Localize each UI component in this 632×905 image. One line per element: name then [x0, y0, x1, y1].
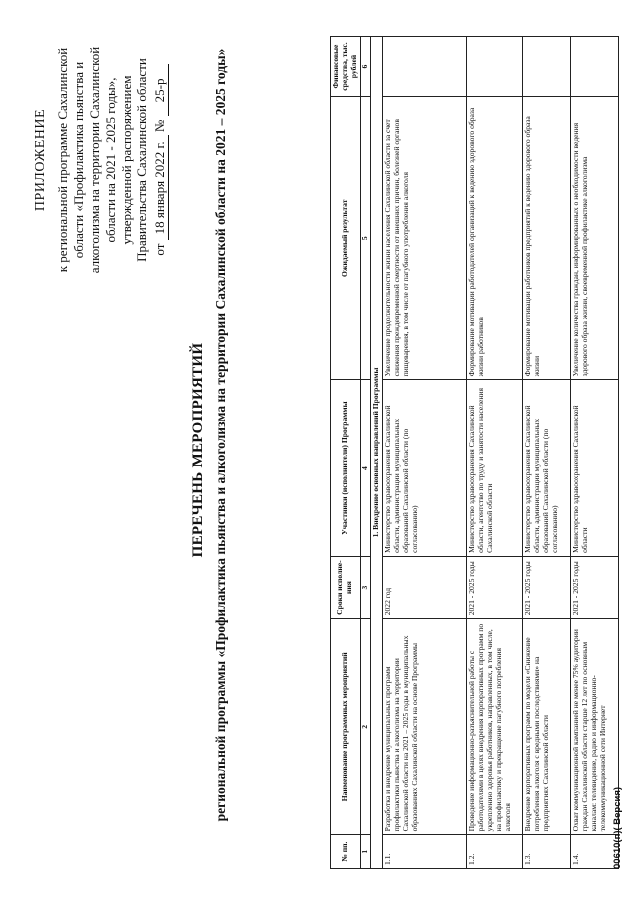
row-term: 2021 - 2025 годы: [570, 556, 618, 618]
row-term: 2021 - 2025 годы: [466, 556, 522, 618]
row-finance: [522, 37, 570, 97]
appendix-date: 18 января 2022 г.: [152, 135, 169, 240]
row-finance: [466, 37, 522, 97]
appendix-number: 25-р: [152, 64, 169, 116]
row-term: 2022 год: [382, 556, 466, 618]
appendix-date-line: [152, 40, 169, 280]
program-title: региональной программы «Профилактика пьянства и алкоголизма на территории Сахалинской области на 2021 – 2025 годы»: [213, 48, 228, 822]
document-heading: ПЕРЕЧЕНЬ МЕРОПРИЯТИЙ: [190, 342, 206, 558]
row-result: Увеличение продолжительности жизни населения Сахалинской области за счет снижения преждевременной смертности от внешних причин, болезней органов пищеварения, в том числе от пагубного употребления алкоголя: [382, 97, 466, 380]
table-row: [570, 37, 618, 869]
row-number: 1.4.: [570, 835, 618, 869]
measures-table: [330, 36, 619, 869]
appendix-text: к региональной программе Сахалинской области «Профилактика пьянства и алкоголизма на территории Сахалинской области на 2021 - 2025 годы», утвержденной распоряжением Правительства Сахалинской области: [55, 46, 150, 274]
row-participants: Министерство здравоохранения Сахалинской области, агентство по труду и занятости населения Сахалинской области: [466, 380, 522, 556]
row-finance: [570, 37, 618, 97]
col-number: 6: [360, 37, 370, 97]
row-measure-name: Проведение информационно-разъяснительной работы с работодателями в целях внедрения корпоративных программ по укреплению здоровья работников, направленных, в том числе, на профилактику и прекращение пагубного потребления алкоголя: [466, 619, 522, 835]
date-prefix: от: [152, 243, 168, 256]
appendix-block: [32, 40, 169, 280]
row-number: 1.3.: [522, 835, 570, 869]
row-result: Формирование мотивации работодателей организаций к ведению здорового образа жизни работников: [466, 97, 522, 380]
row-measure-name: Охват коммуникационной кампанией не менее 75% аудитории граждан Сахалинской области старше 12 лет по основным каналам: телевидение, радио и информационно-телекоммуникационной сети Интернет: [570, 619, 618, 835]
col-number: 2: [360, 619, 370, 835]
row-number: 1.1.: [382, 835, 466, 869]
row-measure-name: Внедрение корпоративных программ по модели «Снижение потребления алкоголя с вредными последствиями» на предприятиях Сахалинской области: [522, 619, 570, 835]
col-header-name: Наименование программных мероприятий: [331, 619, 361, 835]
col-number: 5: [360, 97, 370, 380]
col-header-result: Ожидаемый результат: [331, 97, 361, 380]
col-header-finance: Финансовые средства, тыс. рублей: [331, 37, 361, 97]
row-finance: [382, 37, 466, 97]
col-number: 4: [360, 380, 370, 556]
row-participants: Министерство здравоохранения Сахалинской области, администрации муниципальных образований Сахалинской области (по согласованию): [522, 380, 570, 556]
col-header-number: № пп.: [331, 835, 361, 869]
appendix-title: ПРИЛОЖЕНИЕ: [33, 108, 48, 212]
table-row: [382, 37, 466, 869]
version-mark: 00610(п)( Версия): [612, 786, 623, 869]
col-number: 1: [360, 835, 370, 869]
section-row: [370, 37, 382, 869]
row-result: Формирование мотивации работников предприятий к ведению здорового образа жизни: [522, 97, 570, 380]
table-header-row: [331, 37, 361, 869]
column-number-row: [360, 37, 370, 869]
row-term: 2021 - 2025 годы: [522, 556, 570, 618]
col-header-term: Сроки исполне-ния: [331, 556, 361, 618]
row-participants: Министерство здравоохранения Сахалинской области, администрации муниципальных образований Сахалинской области (по согласованию): [382, 380, 466, 556]
row-measure-name: Разработка и внедрение муниципальных программ профилактики пьянства и алкоголизма на территории Сахалинской области на 2021 – 2025 годы в муниципальных образованиях Сахалинской области на основе Программы: [382, 619, 466, 835]
row-participants: Министерство здравоохранения Сахалинской области: [570, 380, 618, 556]
table-row: [522, 37, 570, 869]
col-header-participants: Участники (исполнители) Программы: [331, 380, 361, 556]
row-number: 1.2.: [466, 835, 522, 869]
section-title: 1. Внедрение основных направлений Программы: [370, 37, 382, 869]
col-number: 3: [360, 556, 370, 618]
number-prefix: №: [152, 119, 168, 133]
table-row: [466, 37, 522, 869]
row-result: Увеличение количества граждан, информированных о необходимости ведения здорового образа жизни, своевременной профилактике алкоголизма: [570, 97, 618, 380]
